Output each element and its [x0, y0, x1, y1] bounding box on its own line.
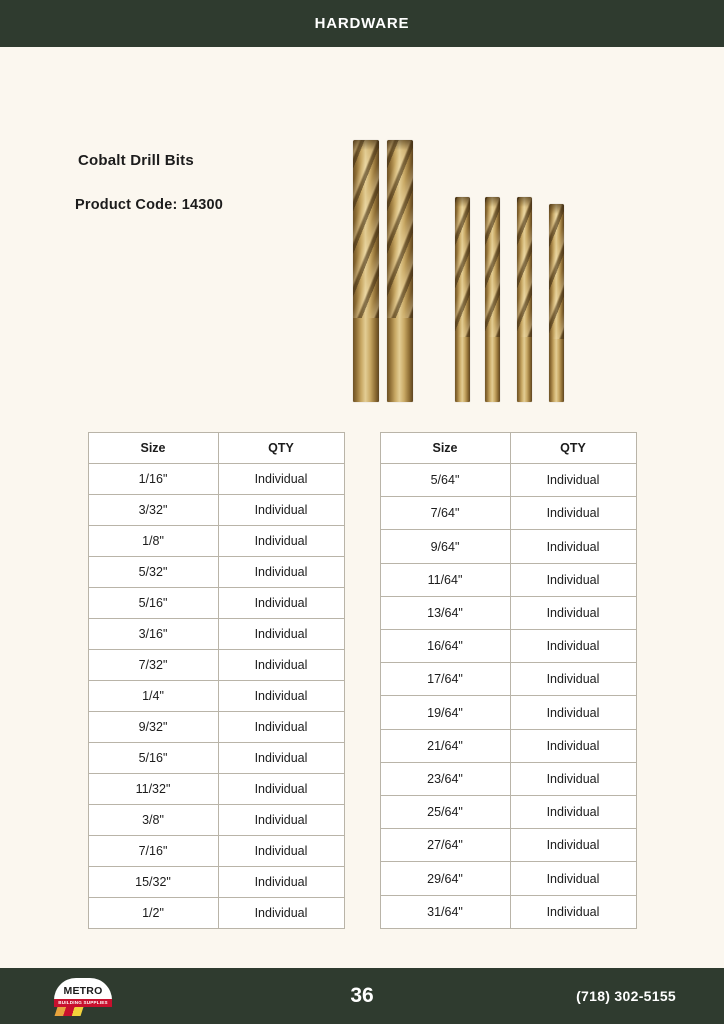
page-header — [0, 0, 724, 47]
cell-size: 9/32" — [88, 712, 218, 743]
table-row — [88, 836, 344, 867]
cell-qty: Individual — [218, 650, 344, 681]
cell-qty: Individual — [218, 712, 344, 743]
cell-qty: Individual — [510, 530, 636, 563]
column-header-qty: QTY — [510, 433, 636, 464]
cell-size: 7/64" — [380, 497, 510, 530]
cell-size: 1/2" — [88, 898, 218, 929]
cell-size: 3/16" — [88, 619, 218, 650]
table-row — [380, 464, 636, 497]
page-number: 36 — [350, 984, 374, 1007]
header-title: HARDWARE — [314, 15, 410, 32]
spec-tables — [0, 432, 724, 929]
size-table-left — [88, 432, 345, 929]
drill-bit-flutes-icon — [387, 140, 413, 318]
cell-qty: Individual — [218, 588, 344, 619]
column-header-qty: QTY — [218, 433, 344, 464]
cell-size: 1/4" — [88, 681, 218, 712]
drill-bit-icon — [455, 197, 470, 402]
cell-size: 5/32" — [88, 557, 218, 588]
drill-bit-flutes-icon — [517, 197, 532, 337]
cell-qty: Individual — [510, 630, 636, 663]
cell-size: 29/64" — [380, 862, 510, 895]
cell-size: 25/64" — [380, 796, 510, 829]
cell-qty: Individual — [510, 862, 636, 895]
cell-size: 19/64" — [380, 696, 510, 729]
table-header-row — [380, 433, 636, 464]
cobalt-drill-bits-photo — [345, 82, 635, 402]
table-row — [380, 762, 636, 795]
table-row — [380, 796, 636, 829]
cell-qty: Individual — [510, 696, 636, 729]
table-row — [380, 895, 636, 928]
cell-qty: Individual — [510, 829, 636, 862]
logo-subtitle: BUILDING SUPPLIES — [54, 999, 112, 1007]
drill-bit-flutes-icon — [549, 204, 564, 339]
table-row — [380, 729, 636, 762]
cell-qty: Individual — [218, 464, 344, 495]
cell-qty: Individual — [218, 774, 344, 805]
table-row — [88, 495, 344, 526]
table-row — [88, 774, 344, 805]
drill-bit-icon — [485, 197, 500, 402]
table-row — [380, 696, 636, 729]
cell-size: 11/64" — [380, 563, 510, 596]
table-header-row — [88, 433, 344, 464]
cell-qty: Individual — [218, 619, 344, 650]
drill-bit-icon — [517, 197, 532, 402]
table-row — [88, 898, 344, 929]
cell-size: 1/16" — [88, 464, 218, 495]
cell-qty: Individual — [218, 836, 344, 867]
product-info — [75, 152, 375, 213]
cell-qty: Individual — [510, 762, 636, 795]
logo-wordmark: METRO — [63, 985, 103, 997]
cell-qty: Individual — [510, 563, 636, 596]
cell-size: 7/16" — [88, 836, 218, 867]
drill-bit-flutes-icon — [485, 197, 500, 337]
size-table-right — [380, 432, 637, 929]
cell-size: 23/64" — [380, 762, 510, 795]
table-row — [380, 563, 636, 596]
logo-stripes-icon — [55, 1007, 84, 1016]
cell-size: 7/32" — [88, 650, 218, 681]
cell-qty: Individual — [218, 681, 344, 712]
table-row — [380, 862, 636, 895]
cell-size: 21/64" — [380, 729, 510, 762]
cell-size: 27/64" — [380, 829, 510, 862]
cell-size: 15/32" — [88, 867, 218, 898]
drill-bit-icon — [353, 140, 379, 402]
drill-bit-icon — [549, 204, 564, 402]
cell-qty: Individual — [218, 867, 344, 898]
cell-size: 31/64" — [380, 895, 510, 928]
cell-qty: Individual — [510, 895, 636, 928]
cell-size: 11/32" — [88, 774, 218, 805]
cell-size: 5/16" — [88, 743, 218, 774]
cell-size: 3/32" — [88, 495, 218, 526]
cell-qty: Individual — [510, 663, 636, 696]
table-row — [88, 681, 344, 712]
cell-size: 17/64" — [380, 663, 510, 696]
cell-qty: Individual — [218, 898, 344, 929]
cell-qty: Individual — [510, 464, 636, 497]
product-code: Product Code: 14300 — [75, 197, 224, 213]
table-row — [88, 712, 344, 743]
table-row — [380, 630, 636, 663]
table-row — [380, 497, 636, 530]
cell-size: 9/64" — [380, 530, 510, 563]
table-row — [88, 650, 344, 681]
cell-size: 1/8" — [88, 526, 218, 557]
cell-qty: Individual — [510, 729, 636, 762]
cell-qty: Individual — [218, 743, 344, 774]
table-row — [380, 530, 636, 563]
table-row — [380, 663, 636, 696]
phone-number: (718) 302-5155 — [576, 988, 676, 1004]
table-row — [88, 805, 344, 836]
cell-qty: Individual — [218, 495, 344, 526]
table-body — [380, 464, 636, 929]
cell-size: 3/8" — [88, 805, 218, 836]
cell-qty: Individual — [218, 805, 344, 836]
table-row — [88, 526, 344, 557]
table-row — [380, 829, 636, 862]
page-content — [0, 47, 724, 968]
table-body — [88, 464, 344, 929]
page-footer — [0, 968, 724, 1024]
column-header-size: Size — [88, 433, 218, 464]
cell-qty: Individual — [510, 497, 636, 530]
cell-qty: Individual — [510, 796, 636, 829]
drill-bit-flutes-icon — [353, 140, 379, 318]
table-row — [88, 557, 344, 588]
table-row — [88, 588, 344, 619]
table-row — [88, 867, 344, 898]
table-row — [88, 464, 344, 495]
cell-size: 13/64" — [380, 596, 510, 629]
cell-qty: Individual — [510, 596, 636, 629]
cell-size: 16/64" — [380, 630, 510, 663]
drill-bit-flutes-icon — [455, 197, 470, 337]
cell-size: 5/64" — [380, 464, 510, 497]
table-row — [88, 619, 344, 650]
table-row — [380, 596, 636, 629]
cell-qty: Individual — [218, 557, 344, 588]
drill-bit-icon — [387, 140, 413, 402]
cell-size: 5/16" — [88, 588, 218, 619]
column-header-size: Size — [380, 433, 510, 464]
product-title: Cobalt Drill Bits — [78, 152, 194, 169]
table-row — [88, 743, 344, 774]
cell-qty: Individual — [218, 526, 344, 557]
